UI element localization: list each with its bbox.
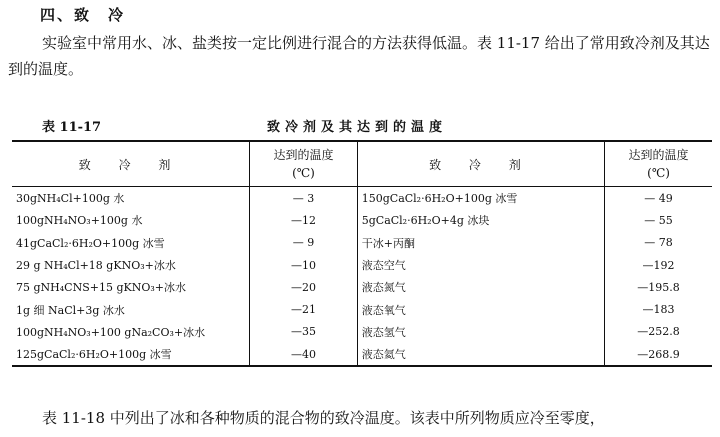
header-agent-left: 致 冷 剂	[12, 141, 250, 187]
table-caption	[12, 116, 712, 136]
left-temp-cell: —20	[250, 276, 358, 298]
left-agent-cell: 30gNH₄Cl+100g 水	[16, 192, 125, 206]
header-temp-left-unit: (℃)	[292, 166, 315, 180]
left-temp-cell: — 9	[250, 232, 358, 254]
right-agent-cell: 液态氦气	[357, 343, 604, 366]
left-temp-cell: —40	[250, 343, 358, 366]
left-temp-cell: — 3	[250, 187, 358, 210]
table-row	[12, 343, 712, 366]
left-agent-cell: 125gCaCl₂·6H₂O+100g 冰雪	[16, 348, 172, 362]
header-temp-left	[250, 141, 358, 187]
table-number: 表 11-17	[42, 120, 102, 135]
table-title: 致冷剂及其达到的温度	[267, 120, 448, 135]
left-agent-cell: 100gNH₄NO₃+100g 水	[16, 214, 143, 228]
right-temp-cell: — 49	[605, 187, 712, 210]
left-agent-cell: 100gNH₄NO₃+100 gNa₂CO₃+冰水	[16, 325, 206, 339]
table-header-row	[12, 141, 712, 187]
right-agent-cell: 液态氧气	[357, 298, 604, 320]
refrigerant-table	[12, 140, 712, 367]
header-temp-left-label: 达到的温度	[273, 148, 334, 162]
left-agent-cell: 41gCaCl₂·6H₂O+100g 冰雪	[16, 236, 165, 250]
right-temp-cell: —252.8	[605, 321, 712, 343]
right-temp-cell: —192	[605, 254, 712, 276]
right-temp-cell: —195.8	[605, 276, 712, 298]
table-row	[12, 209, 712, 231]
left-agent-cell: 75 gNH₄CNS+15 gKNO₃+冰水	[16, 281, 186, 295]
section-heading: 四、致 冷	[40, 6, 126, 24]
right-temp-cell: —268.9	[605, 343, 712, 366]
table-row	[12, 321, 712, 343]
table-row	[12, 254, 712, 276]
left-temp-cell: —12	[250, 209, 358, 231]
header-temp-right	[605, 141, 712, 187]
left-temp-cell: —35	[250, 321, 358, 343]
table-row	[12, 276, 712, 298]
left-agent-cell: 1g 细 NaCl+3g 冰水	[16, 303, 125, 317]
table-row	[12, 298, 712, 320]
table-row	[12, 187, 712, 210]
header-temp-right-label: 达到的温度	[628, 148, 689, 162]
right-temp-cell: —183	[605, 298, 712, 320]
table-row	[12, 232, 712, 254]
header-temp-right-unit: (℃)	[647, 166, 670, 180]
right-agent-cell: 150gCaCl₂·6H₂O+100g 冰雪	[357, 187, 604, 210]
header-agent-right: 致 冷 剂	[357, 141, 604, 187]
right-agent-cell: 5gCaCl₂·6H₂O+4g 冰块	[357, 209, 604, 231]
left-temp-cell: —21	[250, 298, 358, 320]
left-agent-cell: 29 g NH₄Cl+18 gKNO₃+冰水	[16, 259, 176, 273]
right-temp-cell: — 78	[605, 232, 712, 254]
right-temp-cell: — 55	[605, 209, 712, 231]
intro-paragraph: 实验室中常用水、冰、盐类按一定比例进行混合的方法获得低温。表 11-17 给出了常用致冷剂及其达到的温度。	[8, 34, 710, 78]
right-agent-cell: 干冰+丙酮	[357, 232, 604, 254]
footer-paragraph: 表 11-18 中列出了冰和各种物质的混合物的致冷温度。该表中所列物质应冷至零度，	[42, 409, 605, 427]
right-agent-cell: 液态空气	[357, 254, 604, 276]
left-temp-cell: —10	[250, 254, 358, 276]
right-agent-cell: 液态氢气	[357, 321, 604, 343]
right-agent-cell: 液态氮气	[357, 276, 604, 298]
